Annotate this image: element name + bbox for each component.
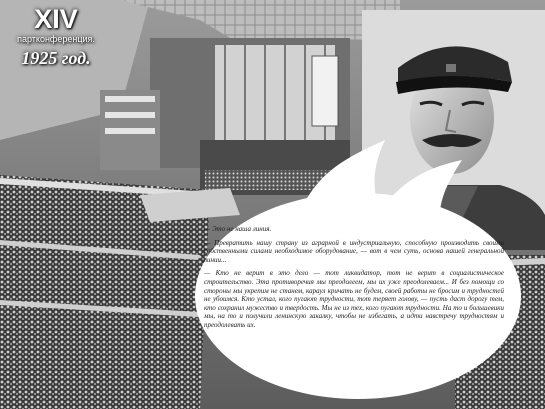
- speech-paragraph: — Превратить нашу страну из аграрной в индустриальную, способную производить своими собственными силами необходимое оборудование, — вот в чем суть, основа нашей генеральной линии...: [204, 238, 504, 264]
- speech-text: [204, 225, 504, 361]
- conference-subtitle: партконференция.: [17, 34, 95, 44]
- conference-number: XIV: [34, 4, 78, 34]
- speech-paragraph: — Кто не верит в это дело — тот ликвидатор, тот не верит в социалистическое строительство. Эта противоречия мы преодолеем, мы их уже преодолеваем... И без помощи со стороны мы укрепим не станем, караул кричать не будем, своей работы не бросим и трудностей не убоимся. Кто устал, кого пугают трудности, тот теряет голову, — пусть даст дорогу тем, кто сохранил мужество и твердость. Мы не из тех, кого пугают трудности. На то и большевики мы, на то и получили ленинскую закалку, чтобы не избегать, а идти навстречу трудностям и преодолевать их.: [204, 269, 504, 329]
- conference-caption: [0, 0, 112, 84]
- speech-paragraph: — Это не наша линия.: [204, 225, 272, 233]
- conference-year: 1925 год.: [21, 48, 91, 68]
